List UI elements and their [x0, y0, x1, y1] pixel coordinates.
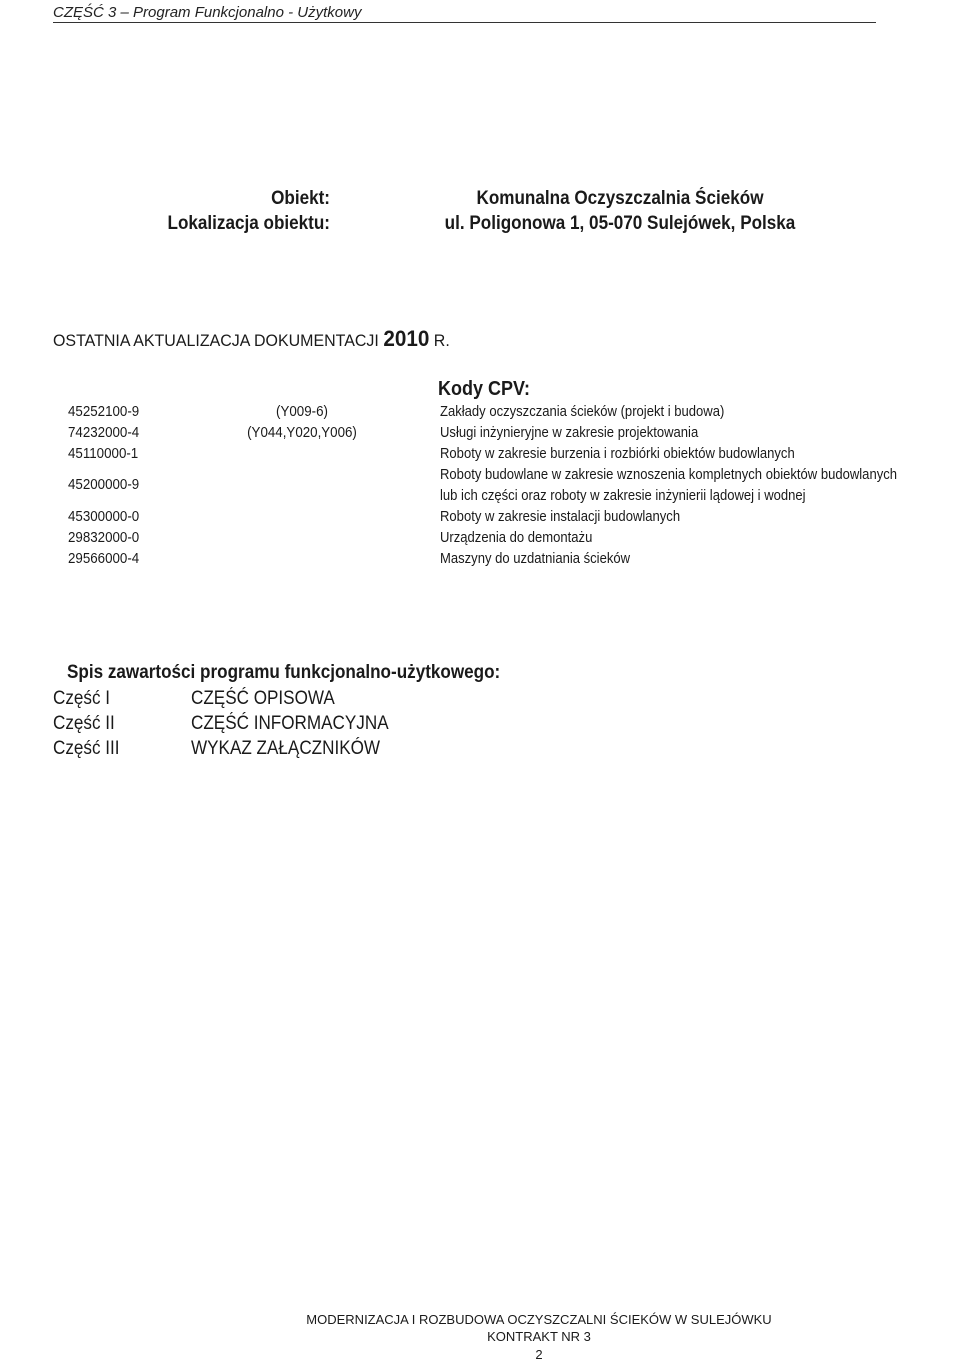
- last-update-text: OSTATNIA AKTUALIZACJA DOKUMENTACJI: [53, 331, 379, 350]
- cpv-desc: Roboty w zakresie burzenia i rozbiórki obiektów budowlanych: [440, 446, 795, 462]
- last-update-line: [53, 326, 450, 352]
- toc-part: Część III: [53, 738, 120, 759]
- location-value: ul. Poligonowa 1, 05-070 Sulejówek, Polska: [444, 213, 796, 234]
- page-header-title: CZĘŚĆ 3 – Program Funkcjonalno - Użytkowy: [53, 4, 362, 21]
- cpv-desc-continued: lub ich części oraz roboty w zakresie inżynierii lądowej i wodnej: [440, 488, 806, 504]
- cpv-desc: Maszyny do uzdatniania ścieków: [440, 551, 631, 567]
- last-update-year: 2010: [383, 326, 430, 351]
- toc-name: CZĘŚĆ OPISOWA: [191, 688, 335, 709]
- cpv-ref: (Y044,Y020,Y006): [247, 425, 357, 441]
- last-update-suffix: R.: [433, 331, 450, 350]
- cpv-code: 29832000-0: [68, 530, 140, 546]
- cpv-code: 45300000-0: [68, 509, 140, 525]
- toc-part: Część I: [53, 688, 111, 709]
- cpv-desc: Roboty budowlane w zakresie wznoszenia kompletnych obiektów budowlanych: [440, 467, 898, 483]
- page-number: 2: [535, 1347, 543, 1362]
- cpv-desc: Roboty w zakresie instalacji budowlanych: [440, 509, 681, 525]
- object-label: Obiekt:: [271, 188, 330, 209]
- cpv-desc: Urządzenia do demontażu: [440, 530, 593, 546]
- footer-project-title: MODERNIZACJA I ROZBUDOWA OCZYSZCZALNI ŚCIEKÓW W SULEJÓWKU: [306, 1312, 772, 1327]
- location-label: Lokalizacja obiektu:: [167, 213, 330, 234]
- cpv-code: 74232000-4: [68, 425, 140, 441]
- toc-name: CZĘŚĆ INFORMACYJNA: [191, 713, 389, 734]
- cpv-code: 45200000-9: [68, 477, 140, 493]
- cpv-code: 45110000-1: [68, 446, 139, 462]
- header-divider: [53, 22, 876, 23]
- cpv-desc: Zakłady oczyszczania ścieków (projekt i budowa): [440, 404, 725, 420]
- toc-part: Część II: [53, 713, 115, 734]
- object-value: Komunalna Oczyszczalnia Ścieków: [476, 188, 764, 209]
- toc-title: Spis zawartości programu funkcjonalno-użytkowego:: [67, 662, 501, 683]
- cpv-title: Kody CPV:: [438, 378, 531, 400]
- cpv-code: 29566000-4: [68, 551, 140, 567]
- cpv-desc: Usługi inżynieryjne w zakresie projektowania: [440, 425, 699, 441]
- cpv-code: 45252100-9: [68, 404, 140, 420]
- cpv-ref: (Y009-6): [276, 404, 328, 420]
- footer-contract: KONTRAKT NR 3: [487, 1329, 591, 1344]
- toc-name: WYKAZ ZAŁĄCZNIKÓW: [191, 738, 381, 759]
